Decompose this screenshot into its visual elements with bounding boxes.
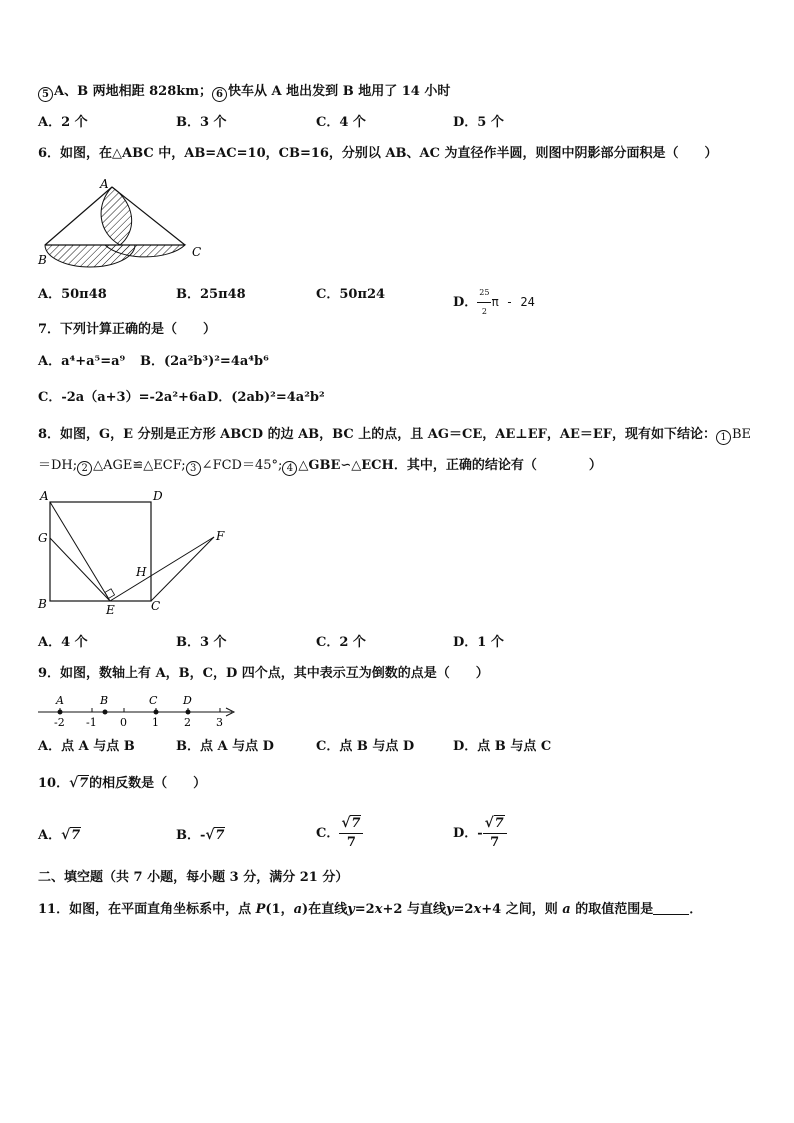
label-b: B — [38, 253, 47, 267]
label-b: B — [100, 694, 109, 707]
q10-option-a: A． √ 7 — [38, 827, 81, 843]
label-c: C — [149, 694, 158, 707]
q8-option-d: D．1 个 — [453, 635, 504, 650]
q5-statement-line — [38, 83, 450, 102]
q9-option-a: A．点 A 与点 B — [38, 739, 135, 754]
q6-stem: 6．如图，在△ABC 中，AB=AC=10，CB=16，分别以 AB、AC 为直径作半圆，则图中阴影部分面积是（ ） — [38, 146, 718, 161]
q6-option-c: C．50π24 — [316, 287, 386, 302]
tick-label: 0 — [120, 716, 127, 729]
q7-option-a: A．a⁴+a⁵=a⁹ — [38, 354, 126, 369]
q6-option-b: B．25π48 — [176, 287, 246, 302]
segment-ae — [50, 502, 110, 601]
label-d: D — [183, 694, 192, 707]
q7-stem: 7．下列计算正确的是（ ） — [38, 322, 217, 337]
tick-label: 1 — [152, 716, 159, 729]
q11-stem: 11．如图，在平面直角坐标系中，点 P(1，a)在直线y=2x+2 与直线y=2x+4 之间，则 a 的取值范围是 ． — [38, 902, 703, 917]
point-d — [186, 710, 191, 715]
q10-stem: 10． √ 7的相反数是（ ） — [38, 775, 207, 791]
q8-option-c: C．2 个 — [316, 635, 366, 650]
label-c: C — [192, 245, 202, 259]
label-a: A — [100, 177, 109, 191]
q8-option-b: B．3 个 — [176, 635, 227, 650]
statement-6: 快车从 A 地出发到 B 地用了 14 小时 — [228, 84, 451, 99]
section-2-heading: 二、填空题（共 7 小题，每小题 3 分，满分 21 分） — [38, 870, 349, 885]
q7-option-d: D．(2ab)²=4a²b² — [207, 390, 325, 405]
tick-label: -1 — [86, 716, 97, 729]
segment-cf — [151, 537, 214, 601]
label-g: G — [38, 531, 48, 545]
q8-stem-line1: 8．如图，G，E 分别是正方形 ABCD 的边 AB，BC 上的点，且 AG＝CE，AE⊥EF，AE＝EF，现有如下结论： 1 BE — [38, 427, 752, 443]
point-b — [103, 710, 108, 715]
tick-label: 3 — [216, 716, 223, 729]
fraction: √ 7 7 — [339, 815, 363, 852]
label-a: A — [40, 489, 49, 503]
q9-number-line — [36, 692, 241, 732]
q5-option-a: A．2 个 — [38, 115, 88, 130]
label-c: C — [151, 599, 161, 613]
circled-number-3: 3 — [186, 461, 201, 476]
tick-label: 2 — [184, 716, 191, 729]
segment-ef — [110, 537, 214, 601]
q5-option-c: C．4 个 — [316, 115, 366, 130]
q6-option-d: D． $\frac{25}{2}$ π - 24 — [453, 284, 535, 321]
q9-option-c: C．点 B 与点 D — [316, 739, 415, 754]
q10-option-c: C． √ 7 7 — [316, 815, 363, 852]
lens-region — [101, 187, 132, 245]
tick-label: -2 — [54, 716, 65, 729]
q8-stem-line2: ＝DH; 2 △AGE≌△ECF; 3 ∠FCD＝45°; 4 △GBE∽△ECH．其中，正确的结论有（ ） — [38, 458, 602, 474]
segment-ge — [50, 538, 110, 601]
label-f: F — [216, 529, 225, 543]
circled-number-2: 2 — [77, 461, 92, 476]
sqrt-7: √ 7 — [69, 775, 89, 791]
q9-option-b: B．点 A 与点 D — [176, 739, 274, 754]
label-e: E — [106, 603, 115, 617]
q7-option-c: C．-2a（a+3）=-2a²+6a — [38, 390, 207, 405]
label-d: D — [153, 489, 163, 503]
statement-5: A、B 两地相距 828km； — [54, 84, 213, 99]
fraction: $\frac{25}{2}$ — [477, 284, 491, 321]
point-a — [58, 710, 63, 715]
q6-option-a: A．50π48 — [38, 287, 107, 302]
q9-stem: 9．如图，数轴上有 A，B，C，D 四个点，其中表示互为倒数的点是（ ） — [38, 666, 489, 681]
q8-figure — [30, 486, 240, 621]
fraction: √ 7 7 — [483, 815, 507, 852]
q10-option-b: B．- √ 7 — [176, 827, 225, 843]
q9-option-d: D．点 B 与点 C — [453, 739, 552, 754]
q6-figure — [30, 175, 210, 270]
circled-number-5: 5 — [38, 87, 53, 102]
label-b: B — [38, 597, 47, 611]
q5-option-d: D．5 个 — [453, 115, 504, 130]
answer-blank[interactable] — [653, 902, 689, 915]
point-c — [154, 710, 159, 715]
q8-option-a: A．4 个 — [38, 635, 88, 650]
label-h: H — [136, 565, 147, 579]
label-a: A — [56, 694, 64, 707]
q7-option-b: B．(2a²b³)²=4a⁴b⁶ — [140, 354, 269, 369]
circled-number-6: 6 — [212, 87, 227, 102]
q5-option-b: B．3 个 — [176, 115, 227, 130]
circled-number-4: 4 — [282, 461, 297, 476]
q10-option-d: D．- √ 7 7 — [453, 815, 507, 852]
circled-number-1: 1 — [716, 430, 731, 445]
